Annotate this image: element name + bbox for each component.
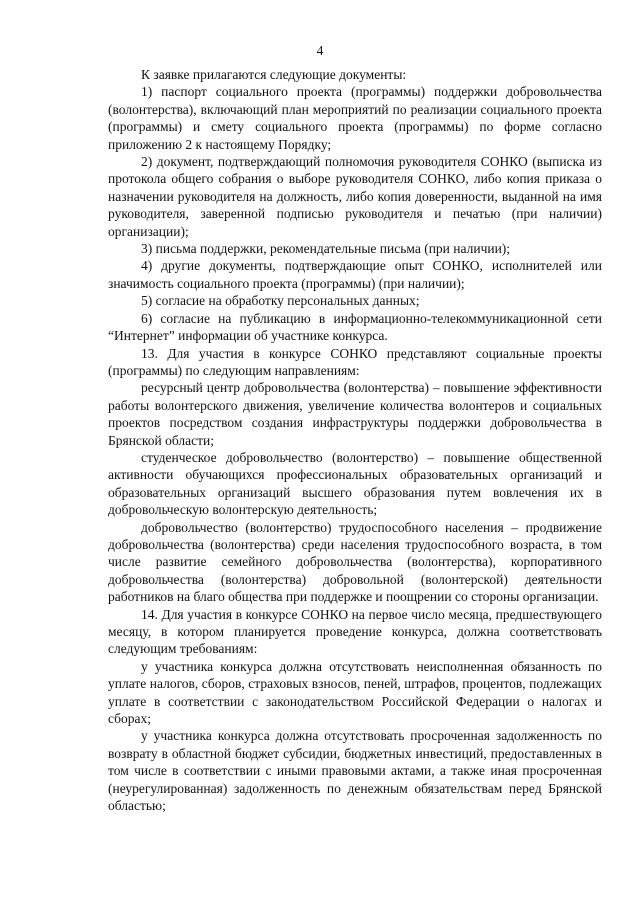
document-body: [108, 66, 602, 814]
attachment-item-5: 5) согласие на обработку персональных данных;: [141, 293, 420, 309]
direction-resource-center: ресурсный центр добровольчества (волонтерства) – повышение эффективности работы волонтерского движения, увеличение количества волонтеров и социальных проектов посредством создания инфраструктуры поддержки добровольчества в Брянской области;: [108, 380, 602, 448]
requirement-budget-debt: у участника конкурса должна отсутствовать просроченная задолженность по возврату в областной бюджет субсидии, бюджетных инвестиций, предоставленных в том числе в соответствии с иными правовыми актами, а также иная просроченная (неурегулированная) задолженность по денежным обязательствам перед Брянской областью;: [108, 728, 602, 814]
attachment-item-2: 2) документ, подтверждающий полномочия руководителя СОНКО (выписка из протокола общего собрания о выборе руководителя СОНКО, либо копия приказа о назначении руководителя на должность, либо копия доверенности, выданной на имя руководителя, заверенной подписью руководителя и печатью (при наличии) организации);: [108, 154, 602, 239]
attachment-item-6: 6) согласие на публикацию в информационно-телекоммуникационной сети “Интернет” информации об участнике конкурса.: [108, 310, 602, 344]
direction-student-volunteering: студенческое добровольчество (волонтерство) – повышение общественной активности обучающихся профессиональных образовательных организаций и образовательных организаций высшего образования путем вовлечения их в добровольческую волонтерскую деятельность;: [108, 449, 602, 518]
attachment-item-1: 1) паспорт социального проекта (программы) поддержки добровольчества (волонтерства), включающий план мероприятий по реализации социального проекта (программы) и смету социального проекта (программы) по форме согласно приложению 2 к настоящему Порядку;: [108, 84, 602, 152]
attachments-intro-paragraph: К заявке прилагаются следующие документы:: [141, 67, 407, 82]
clause-14-paragraph: 14. Для участия в конкурсе СОНКО на первое число месяца, предшествующего месяцу, в котором планируется проведение конкурса, должна соответствовать следующим требованиям:: [108, 606, 602, 657]
direction-working-population: добровольчество (волонтерство) трудоспособного населения – продвижение добровольчества (волонтерства) среди населения трудоспособного возраста, в том числе развитие семейного добровольчества (волонтерства), корпоративного добровольчества (волонтерства) добровольной (волонтерской) деятельности работников на благо общества при поддержке и поощрении со стороны организации.: [108, 519, 602, 605]
clause-13-paragraph: 13. Для участия в конкурсе СОНКО представляют социальные проекты (программы) по следующим направлениям:: [108, 345, 602, 378]
attachment-item-4: 4) другие документы, подтверждающие опыт СОНКО, исполнителей или значимость социального проекта (программы) (при наличии);: [108, 258, 602, 291]
page-number: 4: [316, 43, 324, 58]
requirement-tax-obligations: у участника конкурса должна отсутствовать неисполненная обязанность по уплате налогов, сборов, страховых взносов, пеней, штрафов, процентов, подлежащих уплате в соответствии с законодательством Российской Федерации о налогах и сборах;: [108, 658, 602, 727]
attachment-item-3: 3) письма поддержки, рекомендательные письма (при наличии);: [141, 241, 511, 257]
